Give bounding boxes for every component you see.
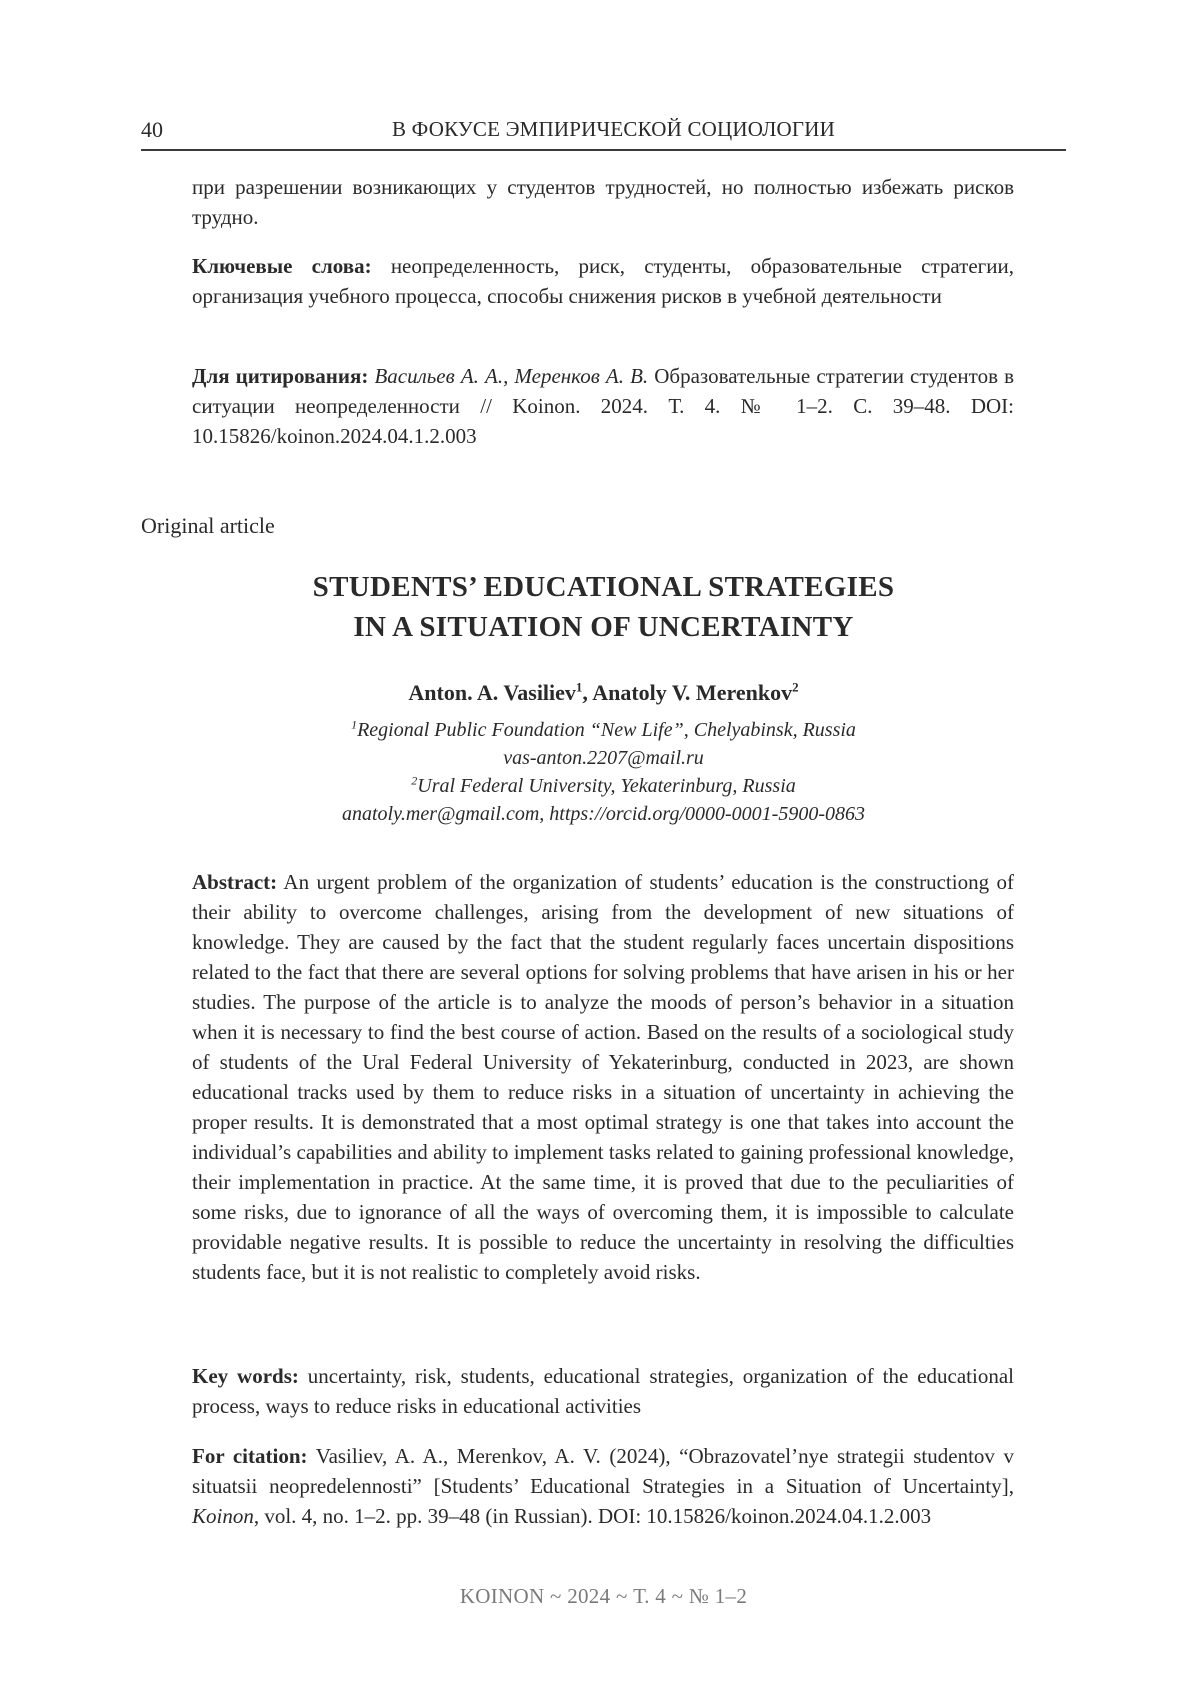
- article-title-line: IN A SITUATION OF UNCERTAINTY: [353, 611, 854, 643]
- affiliation-mark: 1: [351, 717, 358, 732]
- author-affiliation-mark: 1: [575, 679, 583, 695]
- en-citation-text: , vol. 4, no. 1–2. pp. 39–48 (in Russian). DOI: 10.15826/koinon.2024.04.1.2.003: [253, 1504, 932, 1528]
- author-affiliation-mark: 2: [792, 679, 799, 695]
- affiliation-text: Ural Federal University, Yekaterinburg, Russia: [417, 775, 796, 797]
- en-citation-label: For citation:: [192, 1444, 308, 1468]
- running-footer: KOINON ~ 2024 ~ Т. 4 ~ № 1–2: [459, 1584, 748, 1608]
- article-title: [141, 567, 1066, 647]
- author-contact[interactable]: [141, 800, 1066, 828]
- en-abstract-text: An urgent problem of the organization of students’ education is the constructiong of their ability to overcome challenges, arising from the development of new situations of knowledge. They are caused by the fact that the student regularly faces uncertain dispositions related to the fact that there are several options for solving problems that have arisen in his or her studies. The purpose of the article is to analyze the moods of person’s behavior in a situation when it is necessary to find the best course of action. Based on the results of a sociological study of students of the Ural Federal University of Yekaterinburg, conducted in 2023, are shown educational tracks used by them to reduce risks in a situation of uncertainty in achieving the proper results. It is demonstrated that a most optimal strategy is one that takes into account the individual’s capabilities and ability to implement tasks related to gaining professional knowledge, their implementation in practice. At the same time, it is proved that due to the peculiarities of some risks, due to ignorance of all the ways of overcoming them, it is impossible to calculate providable negative results. It is possible to reduce the uncertainty in resolving the difficulties students face, but it is not realistic to completely avoid risks.: [192, 870, 1014, 1284]
- ru-keywords: [192, 251, 1014, 311]
- author-name: Anton. A. Vasiliev: [408, 680, 576, 705]
- en-abstract-label: Abstract:: [192, 870, 278, 894]
- affiliations: [141, 716, 1066, 828]
- author-email[interactable]: [141, 744, 1066, 772]
- article-title-line: STUDENTS’ EDUCATIONAL STRATEGIES: [312, 571, 895, 603]
- affiliation-line: [141, 772, 1066, 800]
- ru-abstract-text: при разрешении возникающих у студентов трудностей, но полностью избежать рисков трудно.: [192, 175, 1014, 229]
- running-header: [141, 113, 1066, 151]
- section-title: В ФОКУСЕ ЭМПИРИЧЕСКОЙ СОЦИОЛОГИИ: [392, 117, 835, 141]
- ru-citation-authors: Васильев А. А., Меренков А. В.: [368, 364, 649, 388]
- author-separator: ,: [582, 680, 593, 705]
- page-number: 40: [141, 117, 163, 142]
- en-keywords: [192, 1361, 1014, 1421]
- affiliation-text: Regional Public Foundation “New Life”, Chelyabinsk, Russia: [357, 719, 856, 741]
- ru-abstract-continuation: [192, 172, 1014, 232]
- ru-citation-label: Для цитирования:: [192, 364, 369, 388]
- ru-citation: [192, 361, 1014, 451]
- affiliation-line: [141, 716, 1066, 744]
- authors: [141, 680, 1066, 706]
- email-text[interactable]: vas-anton.2207@mail.ru: [503, 747, 704, 769]
- article-type-label: Original article: [141, 513, 275, 538]
- en-keywords-text: uncertainty, risk, students, educational strategies, organization of the educational process, ways to reduce risks in educational activities: [192, 1364, 1014, 1418]
- affiliation-mark: 2: [411, 773, 418, 788]
- en-abstract: [192, 867, 1014, 1287]
- en-keywords-label: Key words:: [192, 1364, 299, 1388]
- ru-citation-text: Образовательные стратегии студентов в ситуации неопределенности // Koinon. 2024. Т. 4. № 1–2. С. 39–48. DOI: 10.15826/koinon.2024.04.1.2.003: [192, 364, 1014, 448]
- en-citation-text: Vasiliev, A. A., Merenkov, A. V. (2024), “Obrazovatel’nye strategii studentov v situatsii neopredelennosti” [Students’ Educational Strategies in a Situation of Uncertainty],: [192, 1444, 1014, 1498]
- author-name: Anatoly V. Merenkov: [592, 680, 793, 705]
- contact-text[interactable]: anatoly.mer@gmail.com, https://orcid.org/0000-0001-5900-0863: [342, 803, 865, 825]
- en-citation-journal: Koinon: [192, 1504, 254, 1528]
- ru-keywords-text: неопределенность, риск, студенты, образовательные стратегии, организация учебного процесса, способы снижения рисков в учебной деятельности: [192, 254, 1014, 308]
- ru-keywords-label: Ключевые слова:: [192, 254, 372, 278]
- en-citation: [192, 1441, 1014, 1531]
